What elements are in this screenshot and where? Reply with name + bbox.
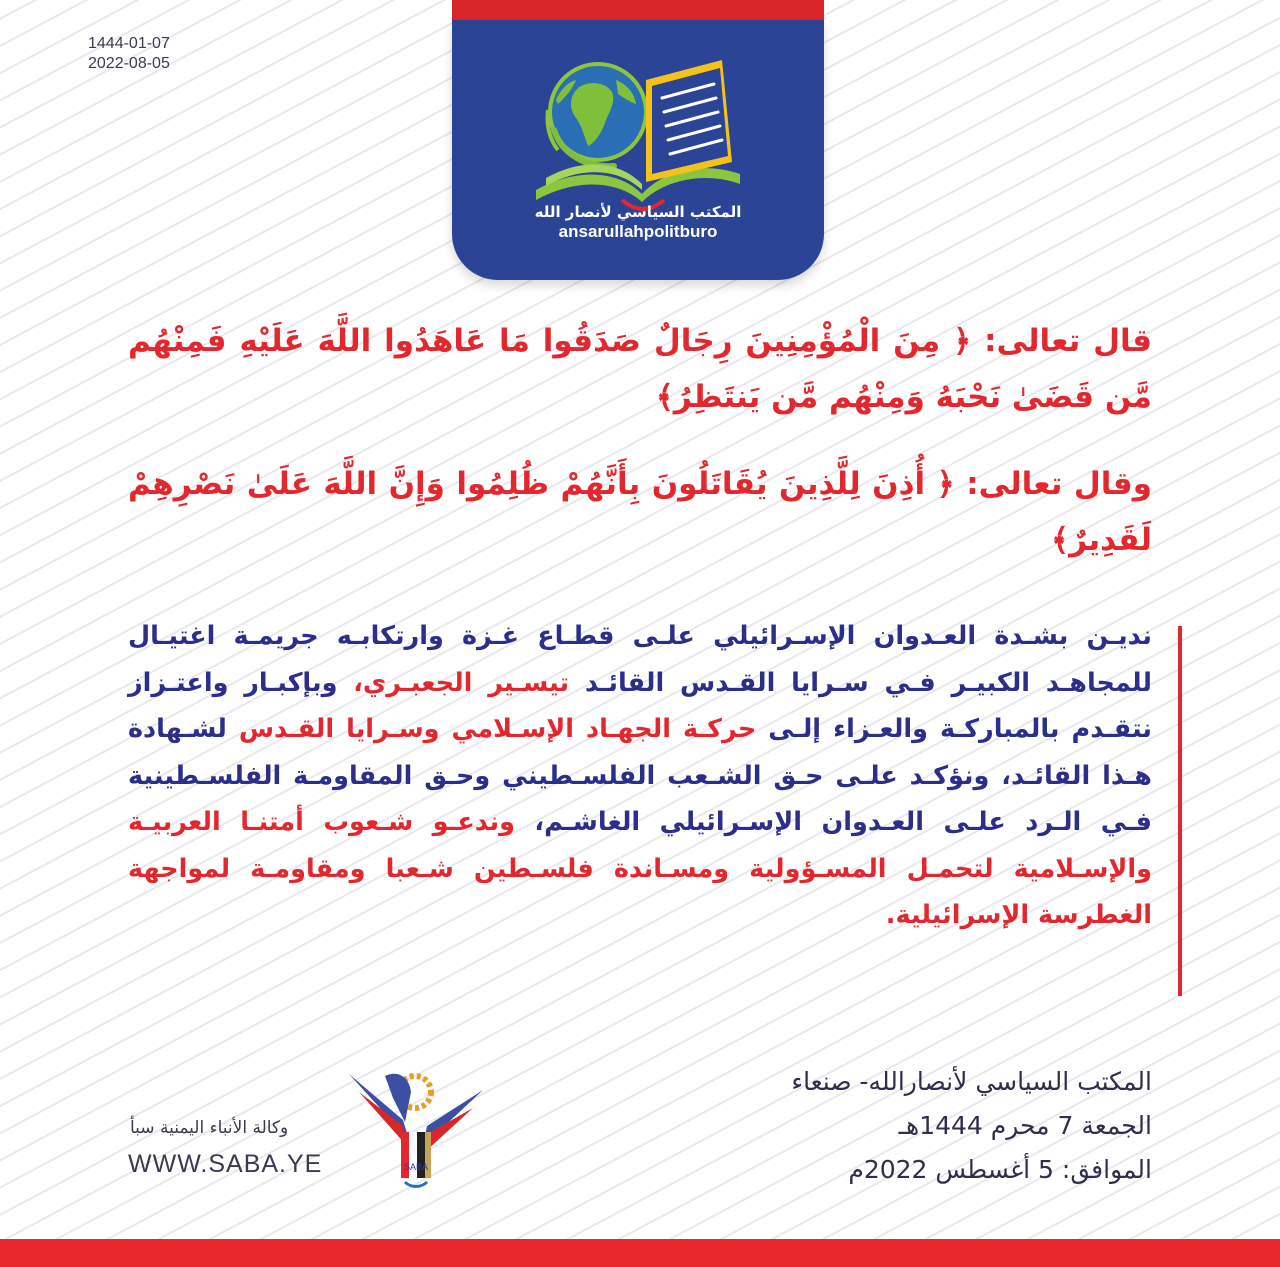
- statement-part-4: وندعـو شـعوب أمتنـا العربيـة والإسـلامية لتحمـل المسـؤولية ومسـاندة فلسـطين شـعبا ومقاومـة لمواجهة الغطرسة الإسرائيلية.: [128, 807, 1152, 930]
- bottom-red-bar: [0, 1239, 1280, 1267]
- statement-accent-rule: [1178, 626, 1182, 996]
- quran-verse-2: [128, 456, 1152, 568]
- statement-name-2: حركـة الجهـاد الإسـلامي وسـرايا القـدس: [238, 714, 757, 744]
- statement-body: [128, 613, 1152, 939]
- statement-part-3: لشـهادة هـذا القائـد، ونؤكـد علـى حـق الشـعب الفلسـطيني وحـق المقاومـة الفلسـطينية فـي الـرد علـى العـدوان الإسـرائيلي الغاشـم،: [128, 714, 1152, 837]
- gregorian-date: 2022-08-05: [88, 55, 170, 72]
- logo-english-name: ansarullahpolitburo: [558, 222, 718, 241]
- saba-emblem-icon: [345, 1062, 487, 1192]
- verse-2-text: ﴿ أُذِنَ لِلَّذِينَ يُقَاتَلُونَ بِأَنَّهُمْ ظُلِمُوا وَإِنَّ اللَّهَ عَلَىٰ نَصْرِهِمْ لَقَدِيرٌ﴾: [128, 466, 1152, 558]
- globe-book-icon: [526, 50, 750, 220]
- saba-agency-name: وكالة الأنباء اليمنية سبأ: [130, 1118, 289, 1138]
- saba-emblem-label: SABA: [403, 1162, 429, 1172]
- statement-part-2: وبإكبـار واعتـزاز نتقـدم بالمباركـة والعـزاء إلـى: [128, 667, 1152, 744]
- statement-name-1: تيسـير الجعبـري،: [353, 667, 570, 698]
- signature-block: [660, 1060, 1152, 1192]
- signature-line-3: الموافق: 5 أغسطس 2022م: [848, 1155, 1152, 1184]
- statement-part-1: نديـن بشـدة العـدوان الإسـرائيلي علـى قطـاع غـزة وارتكابـه جريمـة اغتيـال للمجاهـد الكبيـر فـي سـرايا القـدس القائـد: [128, 621, 1152, 698]
- saba-url[interactable]: WWW.SABA.YE: [128, 1150, 323, 1178]
- quran-verse-1: [128, 313, 1152, 425]
- date-block: [88, 34, 170, 74]
- verse-1-lead: قال تعالى:: [984, 323, 1152, 359]
- ansarullah-logo: [452, 20, 824, 280]
- hijri-date: 1444-01-07: [88, 35, 170, 52]
- logo-arabic-name: المكتب السياسي لأنصار الله: [534, 203, 742, 221]
- signature-line-1: المكتب السياسي لأنصارالله- صنعاء: [791, 1067, 1152, 1096]
- verse-1-text: ﴿ مِنَ الْمُؤْمِنِينَ رِجَالٌ صَدَقُوا مَا عَاهَدُوا اللَّهَ عَلَيْهِ فَمِنْهُم مَّن قَضَىٰ نَحْبَهُ وَمِنْهُم مَّن يَنتَظِرُ﴾: [128, 323, 1152, 415]
- verse-2-lead: وقال تعالى:: [966, 466, 1152, 502]
- signature-line-2: الجمعة 7 محرم 1444هـ: [898, 1111, 1152, 1140]
- logo-top-stripe: [452, 0, 824, 20]
